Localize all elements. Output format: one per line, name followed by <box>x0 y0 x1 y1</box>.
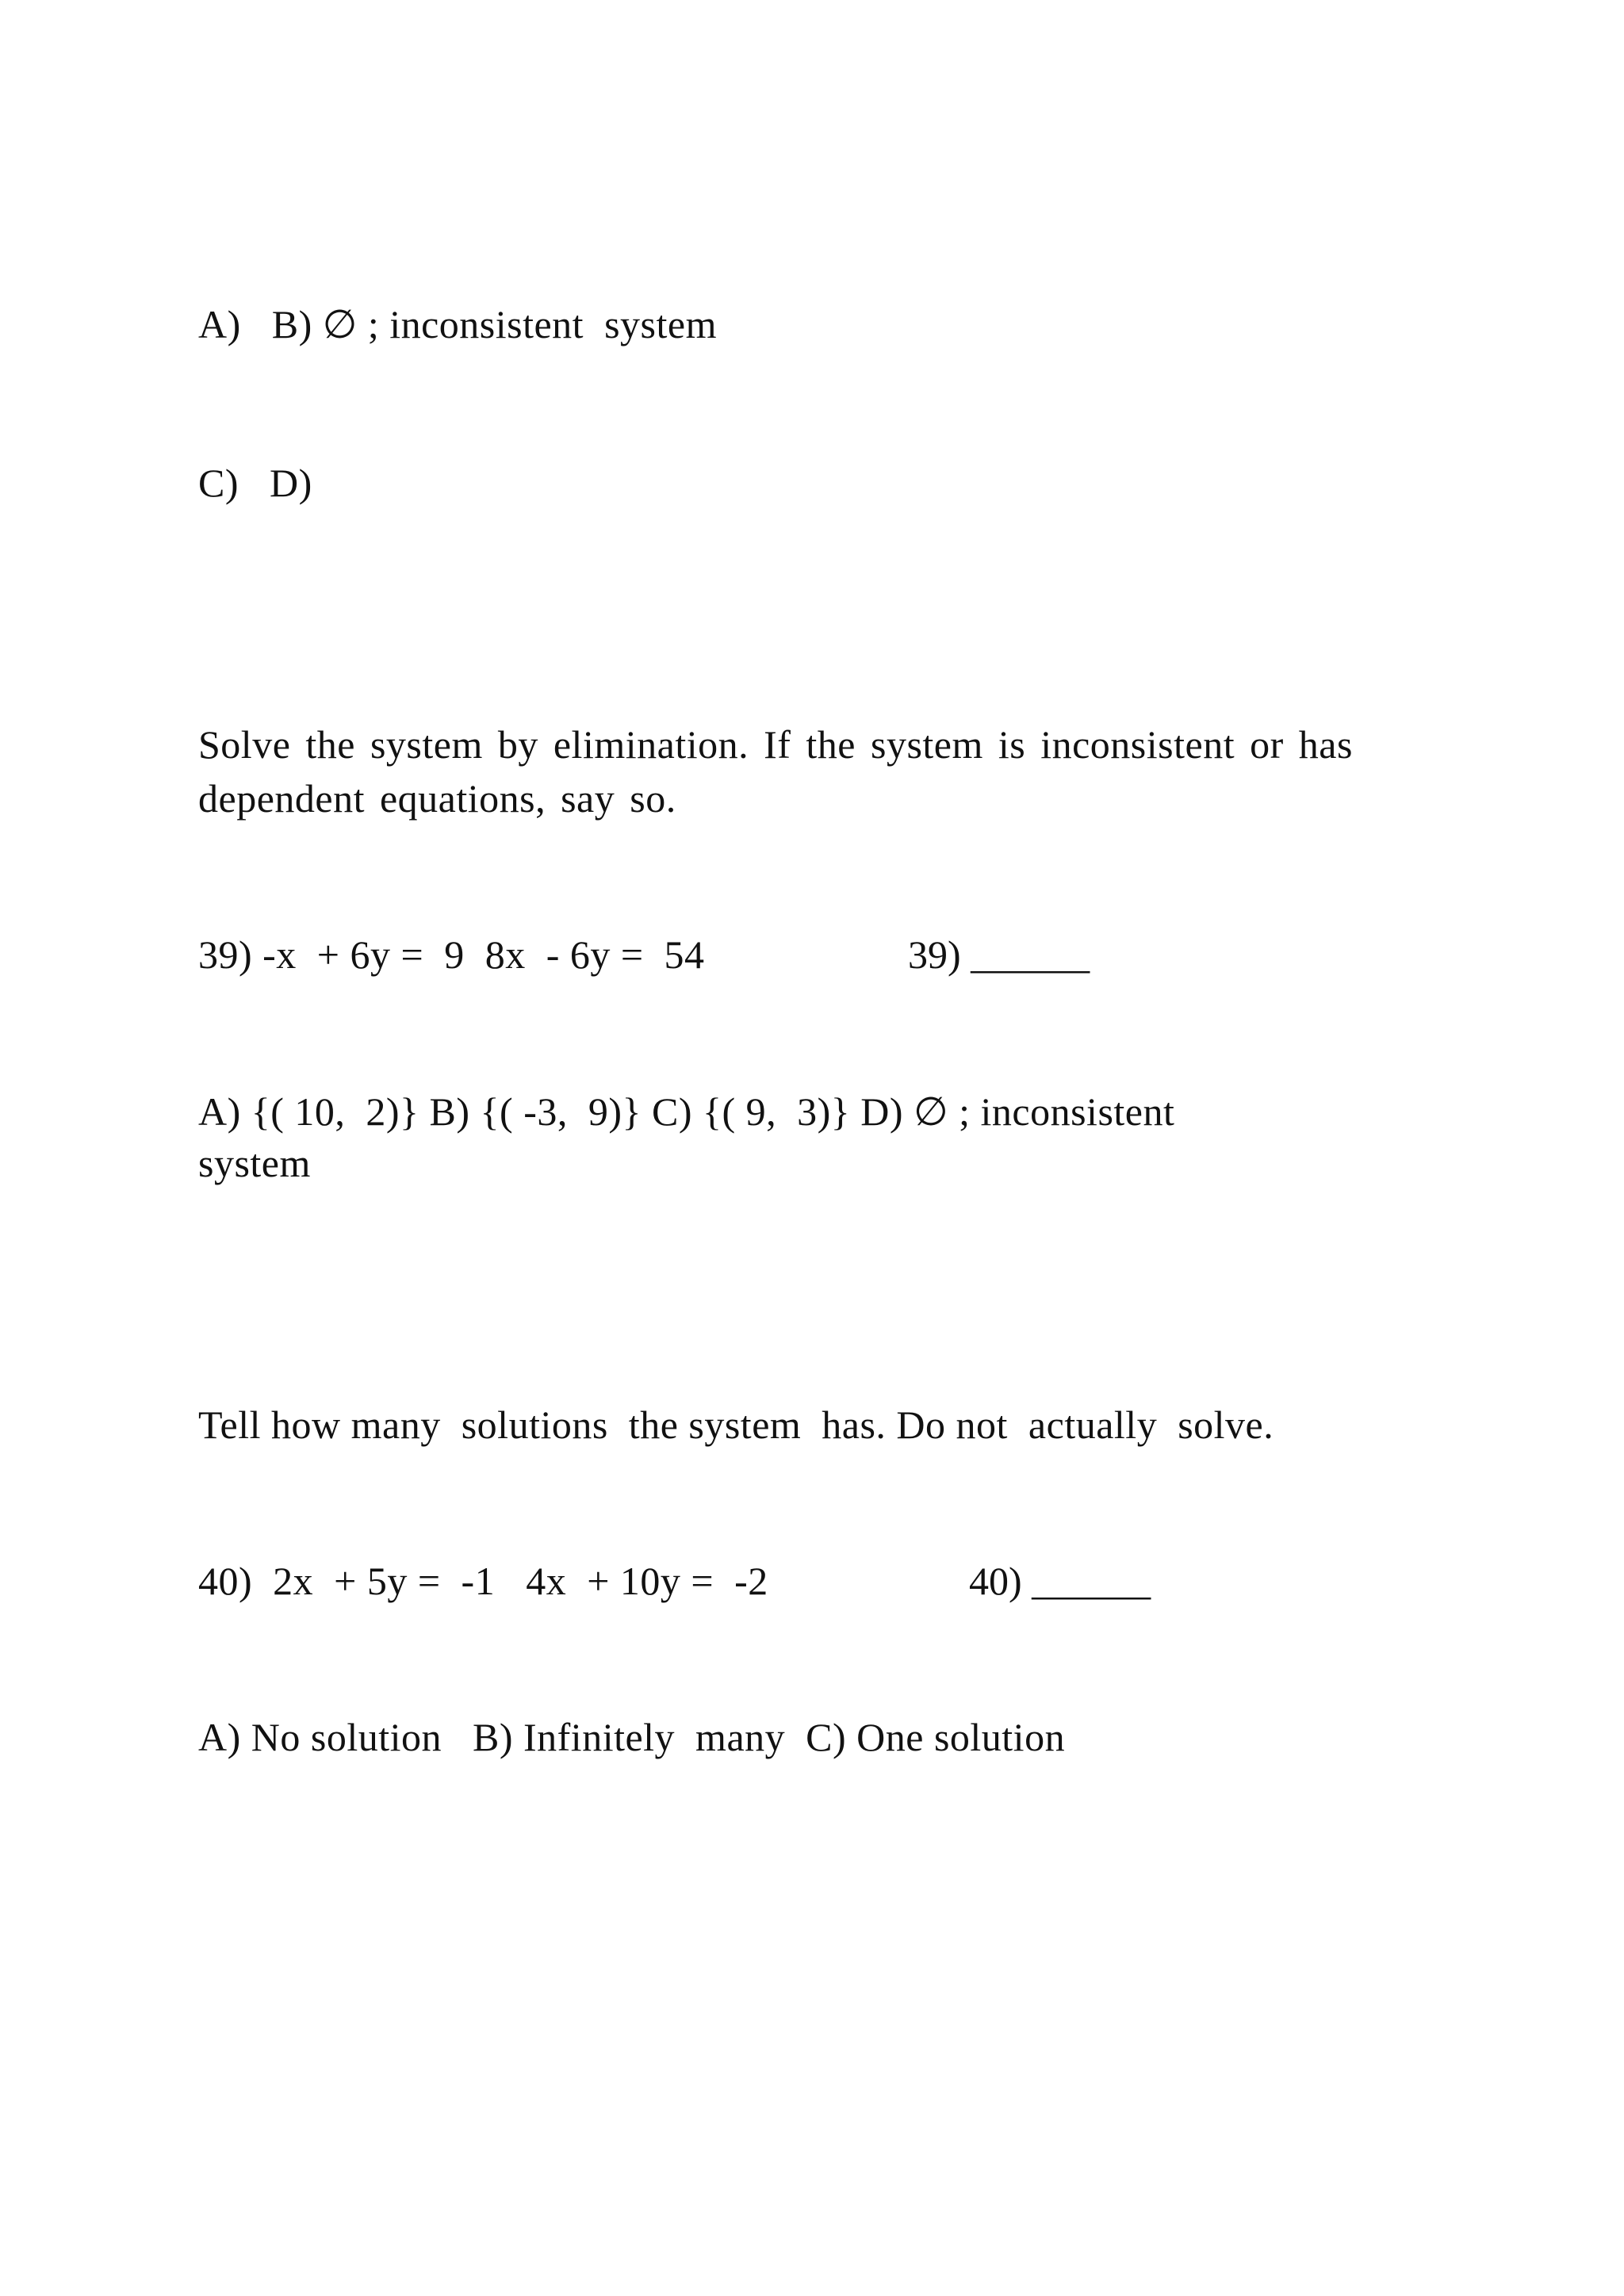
previous-question-options-row-1: A) B) ∅ ; inconsistent system <box>198 302 717 346</box>
question-39-options-continued: system <box>198 1141 311 1185</box>
question-39-answer-blank[interactable]: 39) ______ <box>908 932 1090 977</box>
previous-question-options-row-2: C) D) <box>198 461 312 505</box>
section-instructions-count-solutions: Tell how many solutions the system has. Do not actually solve. <box>198 1402 1274 1447</box>
question-39-options: A) {( 10, 2)} B) {( -3, 9)} C) {( 9, 3)} D) ∅ ; inconsistent <box>198 1089 1175 1134</box>
section-instructions-elimination: Solve the system by elimination. If the system is inconsistent or has dependent equations, say so. <box>198 722 1353 821</box>
question-39-equations: 39) -x + 6y = 9 8x - 6y = 54 <box>198 932 705 977</box>
question-40-options: A) No solution B) Infinitely many C) One solution <box>198 1715 1066 1759</box>
question-40-answer-blank[interactable]: 40) ______ <box>969 1559 1151 1603</box>
question-40-equations: 40) 2x + 5y = -1 4x + 10y = -2 <box>198 1559 768 1603</box>
